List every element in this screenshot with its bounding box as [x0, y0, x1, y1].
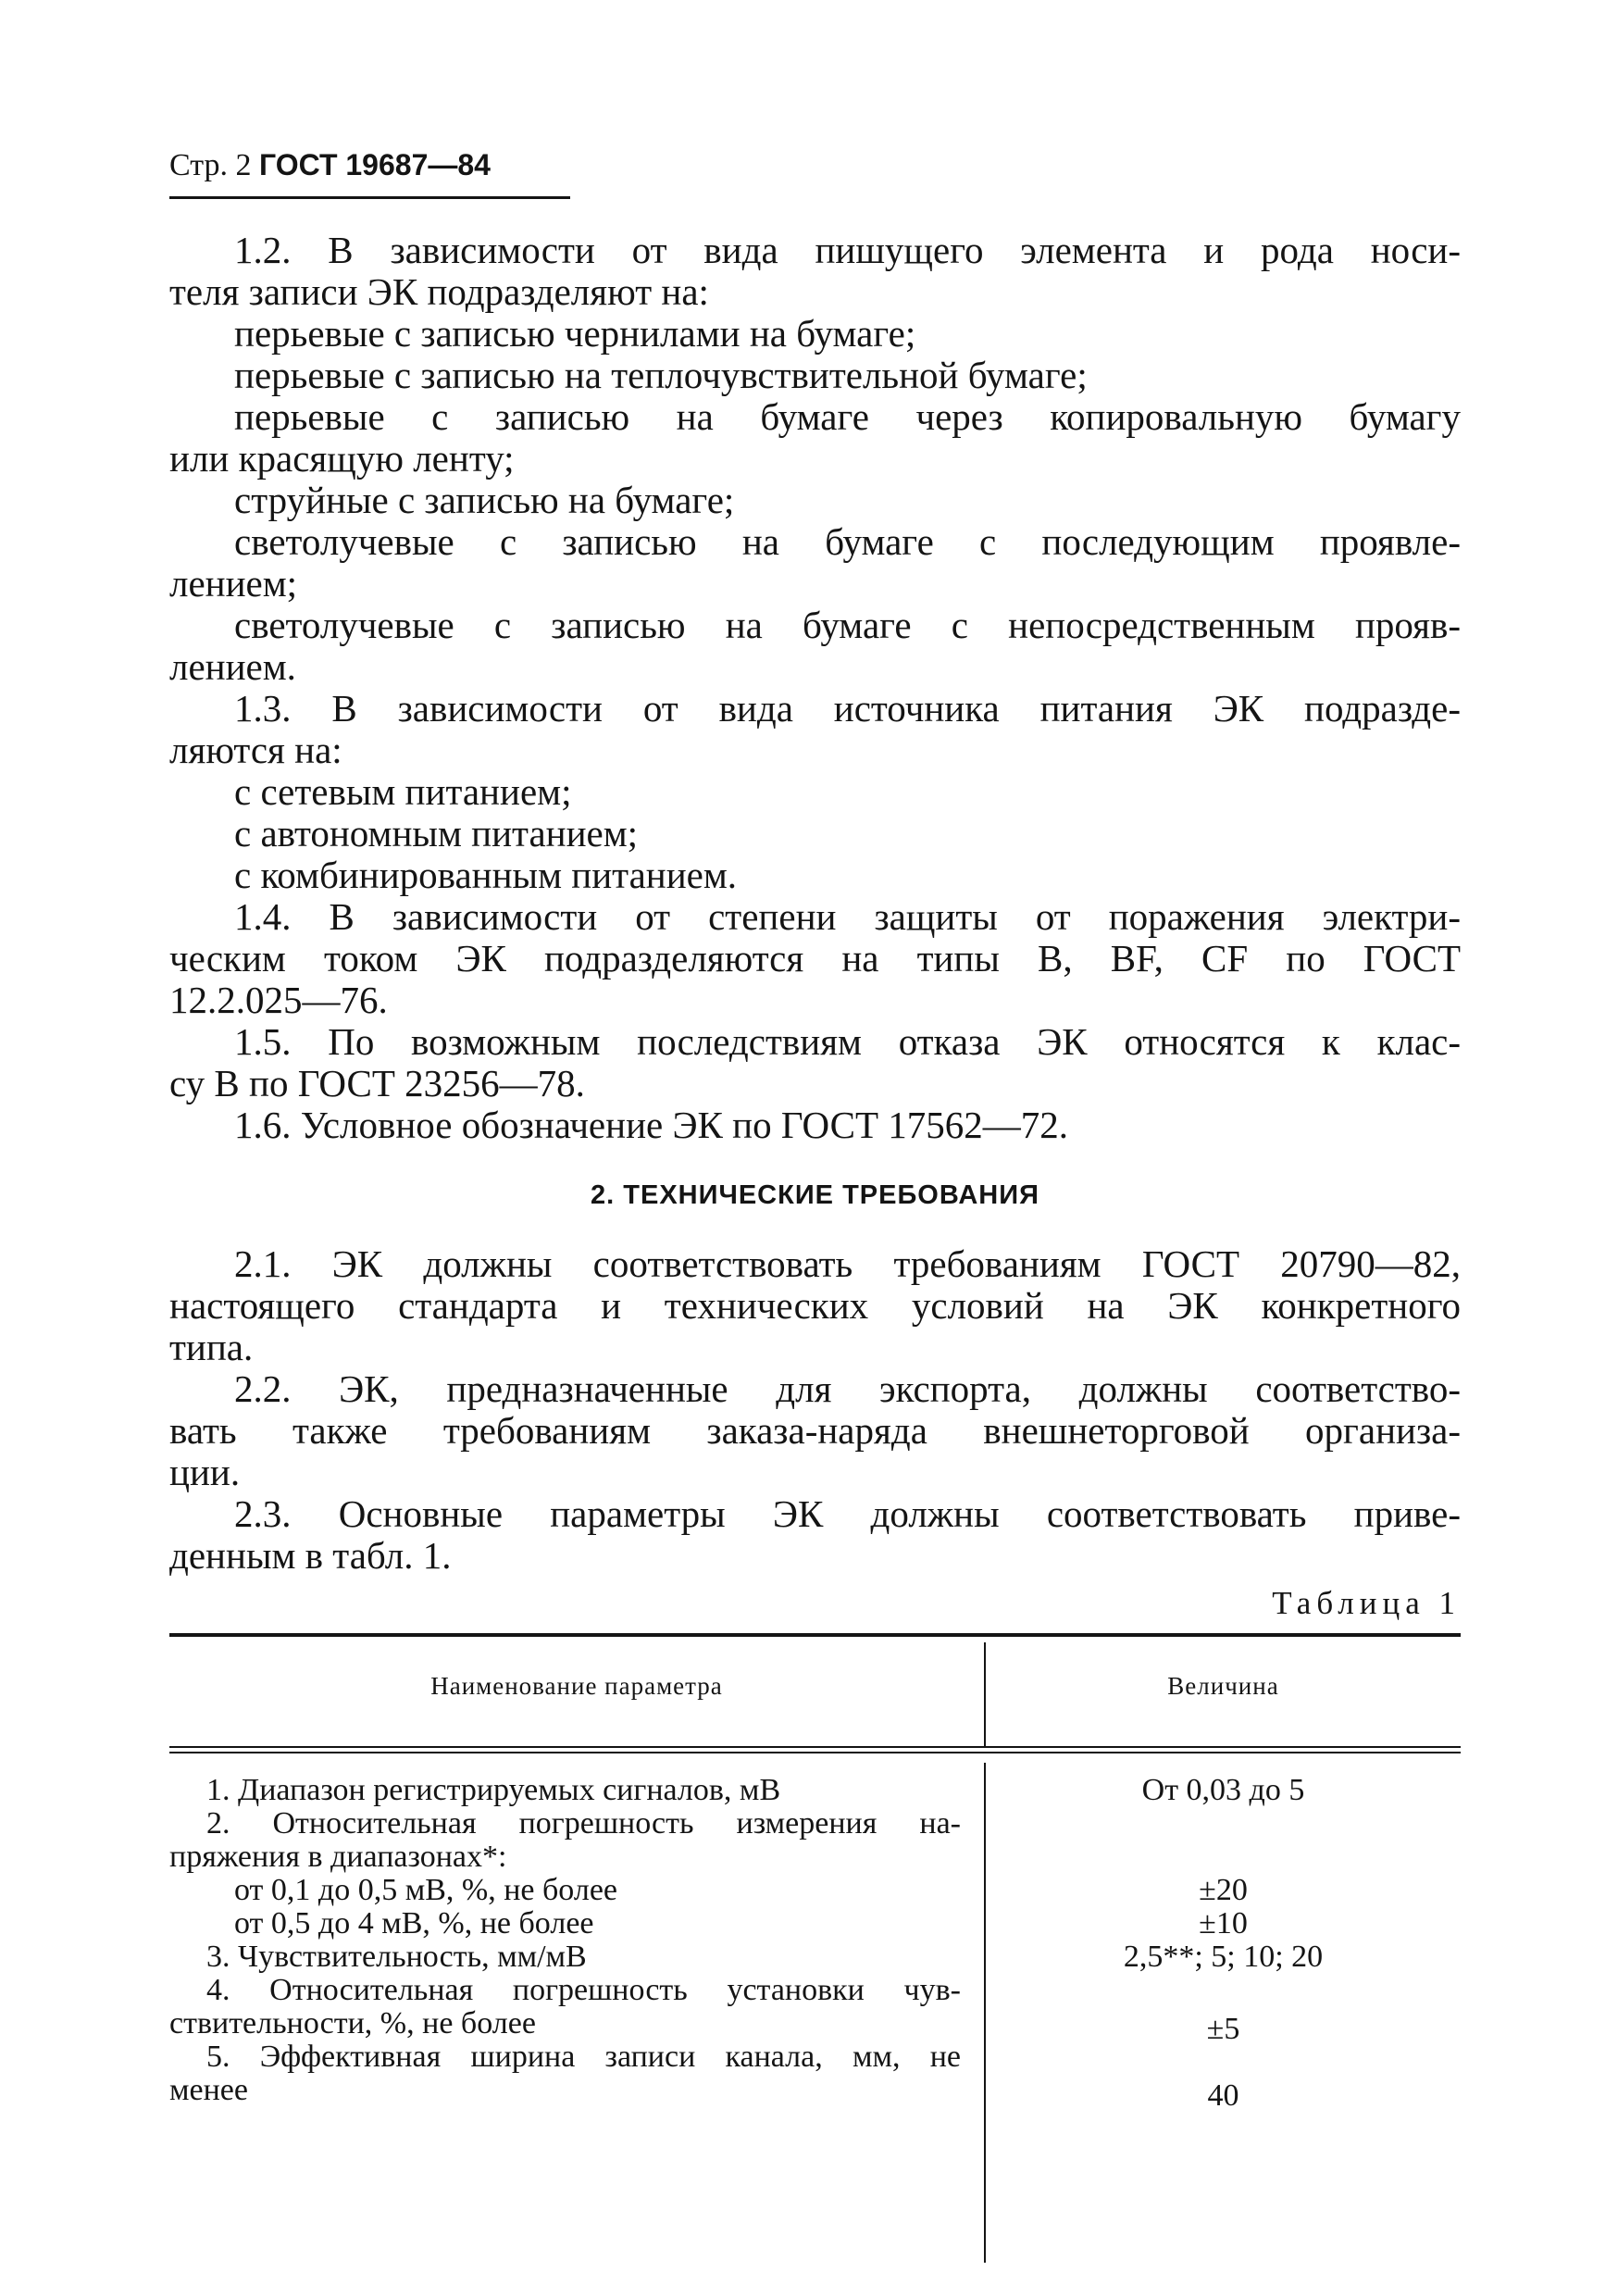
- section1-line: лением;: [169, 562, 298, 605]
- section-1-text: [169, 230, 1461, 1146]
- column-header-name: Наименование параметра: [430, 1672, 723, 1700]
- table-row-name: [169, 2040, 961, 2107]
- section1-line: струйные с записью на бумаге;: [234, 479, 735, 521]
- section1-line: теля записи ЭК подразделяют на:: [169, 270, 709, 313]
- section1-line: светолучевые с записью на бумаге с последующим проявле-: [234, 520, 1461, 563]
- table-row-name: [169, 1874, 961, 1907]
- section1-line: 1.6. Условное обозначение ЭК по ГОСТ 17562—72.: [234, 1104, 1068, 1146]
- section1-line: лением.: [169, 645, 296, 688]
- section-2-title: 2. ТЕХНИЧЕСКИЕ ТРЕБОВАНИЯ: [591, 1180, 1039, 1210]
- page-header: [169, 148, 491, 183]
- table-row-value: ±5: [1206, 2012, 1240, 2046]
- table-row-name: [169, 1774, 961, 1807]
- section1-line: с комбинированным питанием.: [234, 854, 738, 896]
- page-number-label: Стр. 2: [169, 148, 252, 182]
- section1-line: 1.3. В зависимости от вида источника питания ЭК подразде-: [234, 687, 1461, 730]
- header-rule-2: [169, 1752, 1461, 1753]
- table-row-value: 2,5**; 5; 10; 20: [1123, 1940, 1324, 1974]
- table-name-line: 1. Диапазон регистрируемых сигналов, мВ: [206, 1773, 781, 1807]
- section1-line: с сетевым питанием;: [234, 770, 572, 813]
- section2-line: вать также требованиям заказа-наряда внешнеторговой организа-: [169, 1409, 1461, 1452]
- table-name-line: пряжения в диапазонах*:: [169, 1840, 507, 1874]
- section1-line: ляются на:: [169, 729, 342, 771]
- parameters-table: [169, 1633, 1461, 2281]
- section1-line: с автономным питанием;: [234, 812, 639, 855]
- table-name-line: от 0,5 до 4 мВ, %, не более: [234, 1906, 594, 1940]
- section2-line: ции.: [169, 1451, 241, 1493]
- table-row-value: ±20: [1199, 1873, 1248, 1907]
- section1-line: 1.5. По возможным последствиям отказа ЭК относятся к клас-: [234, 1020, 1461, 1063]
- section2-line: настоящего стандарта и технических условий на ЭК конкретного: [169, 1284, 1461, 1327]
- table-row-value: От 0,03 до 5: [1141, 1773, 1305, 1807]
- section1-line: 1.4. В зависимости от степени защиты от поражения электри-: [234, 895, 1461, 938]
- section1-line: су В по ГОСТ 23256—78.: [169, 1062, 585, 1104]
- table-name-line: ствительности, %, не более: [169, 2006, 536, 2040]
- section1-line: перьевые с записью чернилами на бумаге;: [234, 312, 916, 355]
- section1-line: или красящую ленту;: [169, 437, 515, 480]
- table-row-name: [169, 1807, 961, 1874]
- table-name-line: 4. Относительная погрешность установки чув-: [206, 1973, 961, 2007]
- table-row-value: 40: [1207, 2078, 1239, 2113]
- table-row-name: [169, 1940, 961, 1974]
- table-name-line: 3. Чувствительность, мм/мВ: [206, 1940, 587, 1974]
- table-name-line: от 0,1 до 0,5 мВ, %, не более: [234, 1873, 618, 1907]
- section1-line: 1.2. В зависимости от вида пишущего элемента и рода носи-: [234, 229, 1461, 271]
- header-rule-1: [169, 1746, 1461, 1748]
- table-caption: Таблица 1: [1272, 1585, 1461, 1621]
- section1-line: 12.2.025—76.: [169, 979, 388, 1021]
- section2-line: 2.1. ЭК должны соответствовать требованиям ГОСТ 20790—82,: [234, 1242, 1461, 1285]
- table-name-line: менее: [169, 2073, 248, 2107]
- table-row-value: ±10: [1199, 1906, 1248, 1940]
- section2-line: типа.: [169, 1326, 254, 1368]
- column-header-value: Величина: [1167, 1672, 1279, 1700]
- standard-designation: ГОСТ 19687—84: [259, 148, 491, 181]
- section1-line: перьевые с записью на теплочувствительной бумаге;: [234, 354, 1088, 396]
- section1-line: ческим током ЭК подразделяются на типы В, BF, CF по ГОСТ: [169, 937, 1461, 980]
- table-row-name: [169, 1907, 961, 1940]
- section2-line: денным в табл. 1.: [169, 1534, 452, 1577]
- table-name-line: 5. Эффективная ширина записи канала, мм, не: [206, 2040, 961, 2074]
- section2-line: 2.2. ЭК, предназначенные для экспорта, должны соответство-: [234, 1367, 1461, 1410]
- header-column-divider: [984, 1642, 986, 1746]
- section-2-text: [169, 1243, 1461, 1577]
- table-row-name: [169, 1974, 961, 2040]
- table-name-line: 2. Относительная погрешность измерения на-: [206, 1806, 961, 1841]
- header-rule: [169, 196, 570, 199]
- section1-line: перьевые с записью на бумаге через копировальную бумагу: [234, 395, 1461, 438]
- section1-line: светолучевые с записью на бумаге с непосредственным прояв-: [234, 604, 1461, 646]
- section2-line: 2.3. Основные параметры ЭК должны соответствовать приве-: [234, 1492, 1461, 1535]
